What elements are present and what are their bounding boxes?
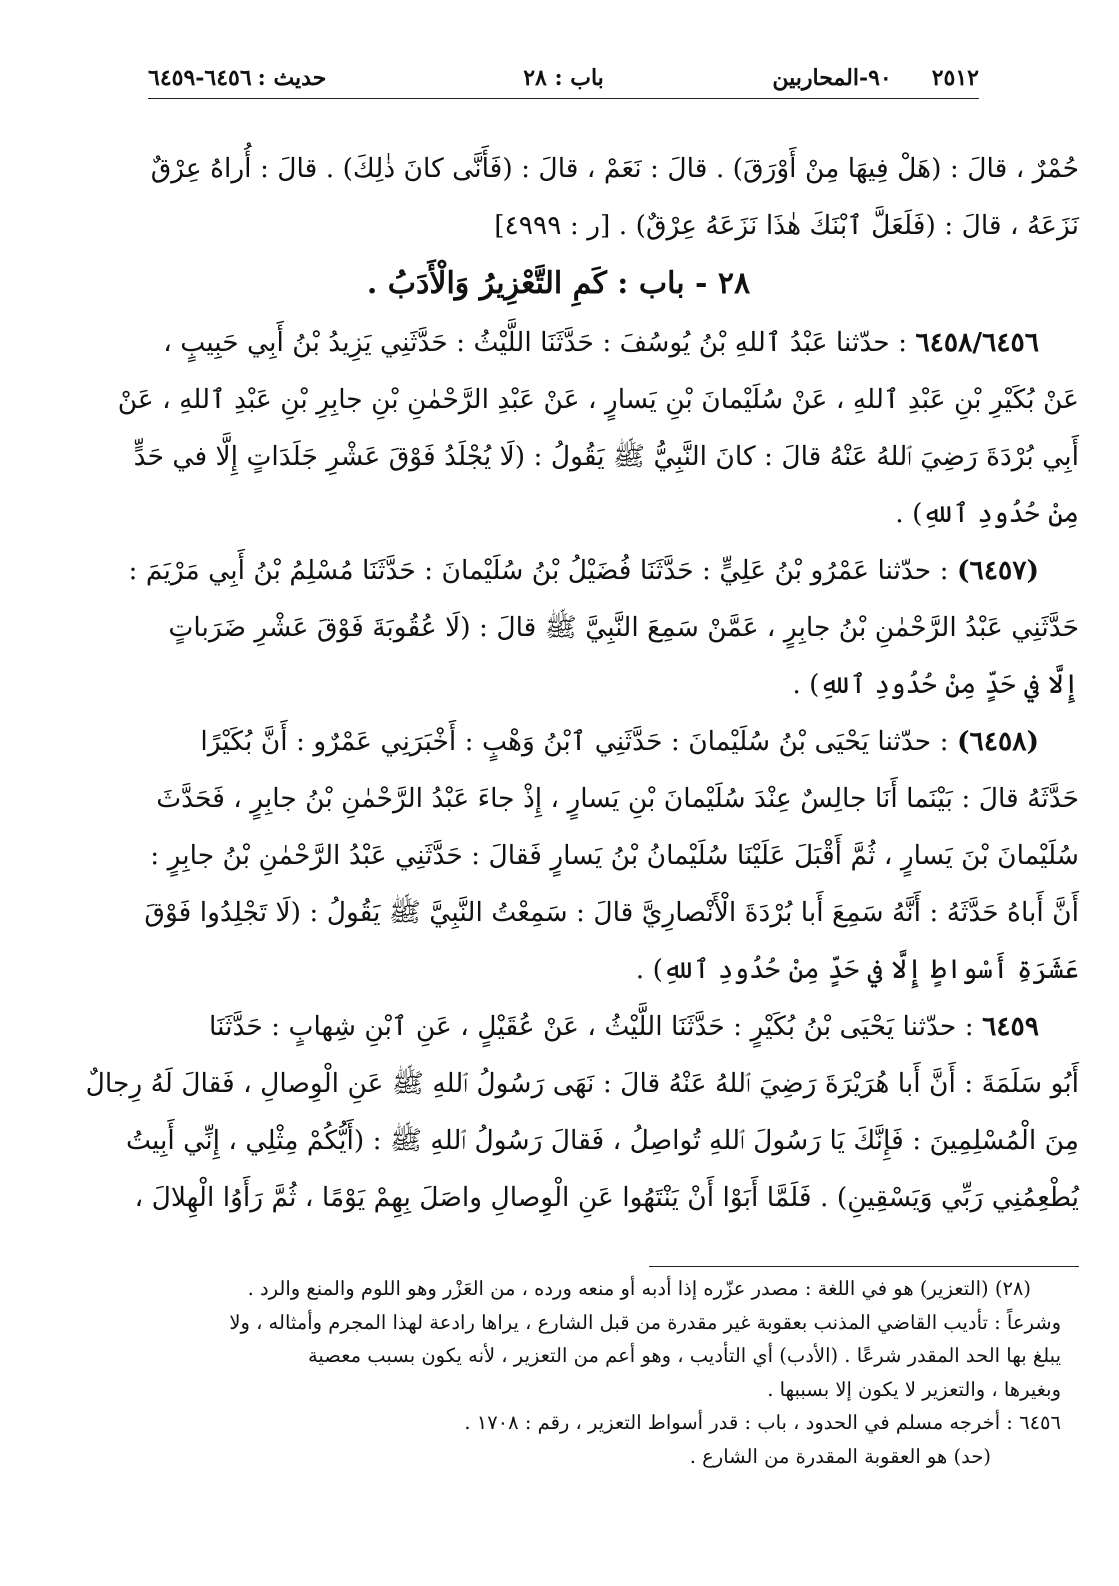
hadith-text: : حدّثنا عَبْدُ ٱللهِ بْنُ يُوسُفَ : حَدَّثَنَا اللَّيْثُ : حَدَّثَنِي يَزِيدُ بْنُ أَبِي حَبِيبٍ ، [163, 327, 908, 358]
chapter-heading: ٢٨ - باب : كَمِ التَّعْزِيرُ وَالْأَدَبُ . [366, 266, 751, 301]
header-hadith-range [148, 65, 326, 91]
footnote-line: وشرعاً : تأديب القاضي المذنب بعقوبة غير مقدرة من قبل الشارع ، يراها رادعة لهذا المجرم وأمثاله ، ولا [229, 1310, 1061, 1334]
text-line: أَبُو سَلَمَةَ : أَنَّ أَبا هُرَيْرَةَ رَضِيَ ٱللهُ عَنْهُ قالَ : نَهَى رَسُولُ ٱللهِ ﷺ عَنِ الْوِصالِ ، فَقالَ لَهُ رِجالٌ [85, 1068, 1079, 1099]
hadith-text: : حدّثنا يَحْيَى بْنُ بُكَيْرٍ : حَدَّثَنَا اللَّيْثُ ، عَنْ عُقَيْلٍ ، عَنِ ٱبْنِ شِهابٍ : حَدَّثَنَا [209, 1011, 974, 1042]
text-line: حَدَّثَهُ قالَ : بَيْنَما أَنَا جالِسٌ عِنْدَ سُلَيْمانَ بْنِ يَسارٍ ، إِذْ جاءَ عَبْدُ الرَّحْمٰنِ بْنُ جابِرٍ ، فَحَدَّثَ [156, 783, 1079, 814]
hadith-number: (٦٤٥٨) [956, 726, 1039, 757]
footnote-divider [649, 1266, 1079, 1267]
hadith-6459-line [38, 998, 1079, 1055]
footnote-6456: ٦٤٥٦ : أخرجه مسلم في الحدود ، باب : قدر أسواط التعزير ، رقم : ١٧٠٨ . [464, 1411, 1061, 1434]
footnotes [60, 1272, 1061, 1473]
hadith-text: : حدّثنا يَحْيَى بْنُ سُلَيْمانَ : حَدَّثَنِي ٱبْنُ وَهْبٍ : أَخْبَرَنِي عَمْرٌو : أَنَّ بُكَيْرًا [200, 726, 949, 757]
hadith-6458-line [38, 713, 1079, 770]
hadith-range-value: ٦٤٥٦-٦٤٥٩ [148, 65, 252, 91]
text-line: يُطْعِمُنِي رَبِّي وَيَسْقِينِ) . فَلَمَّا أَبَوْا أَنْ يَنْتَهُوا عَنِ الْوِصالِ واصَلَ بِهِمْ يَوْمًا ، ثُمَّ رَأَوُا الْهِلالَ ، [134, 1182, 1079, 1213]
header-right [772, 65, 979, 91]
bab-number: باب : ٢٨ [523, 65, 604, 91]
text-line: أَنَّ أَباهُ حَدَّثَهُ : أَنَّهُ سَمِعَ أَبا بُرْدَةَ الْأَنْصارِيَّ قالَ : سَمِعْتُ النَّبِيَّ ﷺ يَقُولُ : (لَا تَجْلِدُوا فَوْقَ [144, 897, 1079, 928]
text-line: عَنْ بُكَيْرِ بْنِ عَبْدِ ٱللهِ ، عَنْ سُلَيْمانَ بْنِ يَسارٍ ، عَنْ عَبْدِ الرَّحْمٰنِ بْنِ جابِرِ بْنِ عَبْدِ ٱللهِ ، عَنْ [117, 384, 1079, 415]
footnote-line: وبغيرها ، والتعزير لا يكون إلا بسببها . [767, 1377, 1061, 1401]
hadith-text: : حدّثنا عَمْرُو بْنُ عَلِيٍّ : حَدَّثَنَا فُضَيْلُ بْنُ سُلَيْمانَ : حَدَّثَنَا مُسْلِمُ بْنُ أَبِي مَرْيَمَ : [128, 555, 949, 586]
text-line: مِنْ حُدُودِ ٱللهِ) . [895, 498, 1079, 529]
footnote-line: يبلغ بها الحد المقدر شرعًا . (الأدب) أي التأديب ، وهو أعم من التعزير ، لأنه يكون بسبب معصية [307, 1344, 1061, 1367]
text-line: نَزَعَهُ ، قالَ : (فَلَعَلَّ ٱبْنَكَ هٰذَا نَزَعَهُ عِرْقٌ) . [ر : ٤٩٩٩] [494, 210, 1079, 241]
text-line: سُلَيْمانَ بْنَ يَسارٍ ، ثُمَّ أَقْبَلَ عَلَيْنَا سُلَيْمانُ بْنُ يَسارٍ فَقالَ : حَدَّثَنِي عَبْدُ الرَّحْمٰنِ بْنُ جابِرٍ : [150, 840, 1079, 871]
hadith-6457-line [38, 542, 1079, 599]
page-number: ٢٥١٢ [931, 65, 979, 91]
hadith-number: (٦٤٥٧) [956, 555, 1039, 586]
text-line: حَدَّثَنِي عَبْدُ الرَّحْمٰنِ بْنُ جابِرٍ ، عَمَّنْ سَمِعَ النَّبِيَّ ﷺ قالَ : (لَا عُقُوبَةَ فَوْقَ عَشْرِ ضَرَباتٍ [168, 612, 1079, 643]
footnote-hadd: (حد) هو العقوبة المقدرة من الشارع . [689, 1444, 991, 1468]
text-line: إِلَّا في حَدٍّ مِنْ حُدُودِ ٱللهِ) . [792, 669, 1079, 700]
text-line: عَشَرَةِ أَسْواطٍ إِلَّا في حَدٍّ مِنْ حُدُودِ ٱللهِ) . [635, 954, 1079, 985]
text-line: أَبِي بُرْدَةَ رَضِيَ ٱللهُ عَنْهُ قالَ : كانَ النَّبِيُّ ﷺ يَقُولُ : (لَا يُجْلَدُ فَوْقَ عَشْرِ جَلَدَاتٍ إِلَّا في حَدٍّ [133, 441, 1079, 472]
text-line: مِنَ الْمُسْلِمِينَ : فَإِنَّكَ يَا رَسُولَ ٱللهِ تُواصِلُ ، فَقالَ رَسُولُ ٱللهِ ﷺ : (أَيُّكُمْ مِثْلِي ، إِنِّي أَبِيتُ [125, 1125, 1079, 1156]
text-line: حُمْرٌ ، قالَ : (هَلْ فِيهَا مِنْ أَوْرَقَ) . قالَ : نَعَمْ ، قالَ : (فَأَنَّى كانَ ذٰلِكَ) . قالَ : أُراهُ عِرْقٌ [150, 153, 1079, 184]
hadith-label: حديث : [257, 65, 327, 91]
hadith-6456-line [38, 314, 1079, 371]
hadith-number: ٦٤٥٩ [982, 1011, 1039, 1042]
footnote-line: (٢٨) (التعزير) هو في اللغة : مصدر عزّره إذا أدبه أو منعه ورده ، من العَزْر وهو اللوم والمنع والرد . [247, 1277, 1031, 1300]
book-title: ٩٠-المحاربين [772, 65, 892, 91]
hadith-number: ٦٤٥٨/٦٤٥٦ [915, 327, 1039, 358]
main-text [38, 140, 1079, 1226]
running-header [148, 58, 979, 99]
